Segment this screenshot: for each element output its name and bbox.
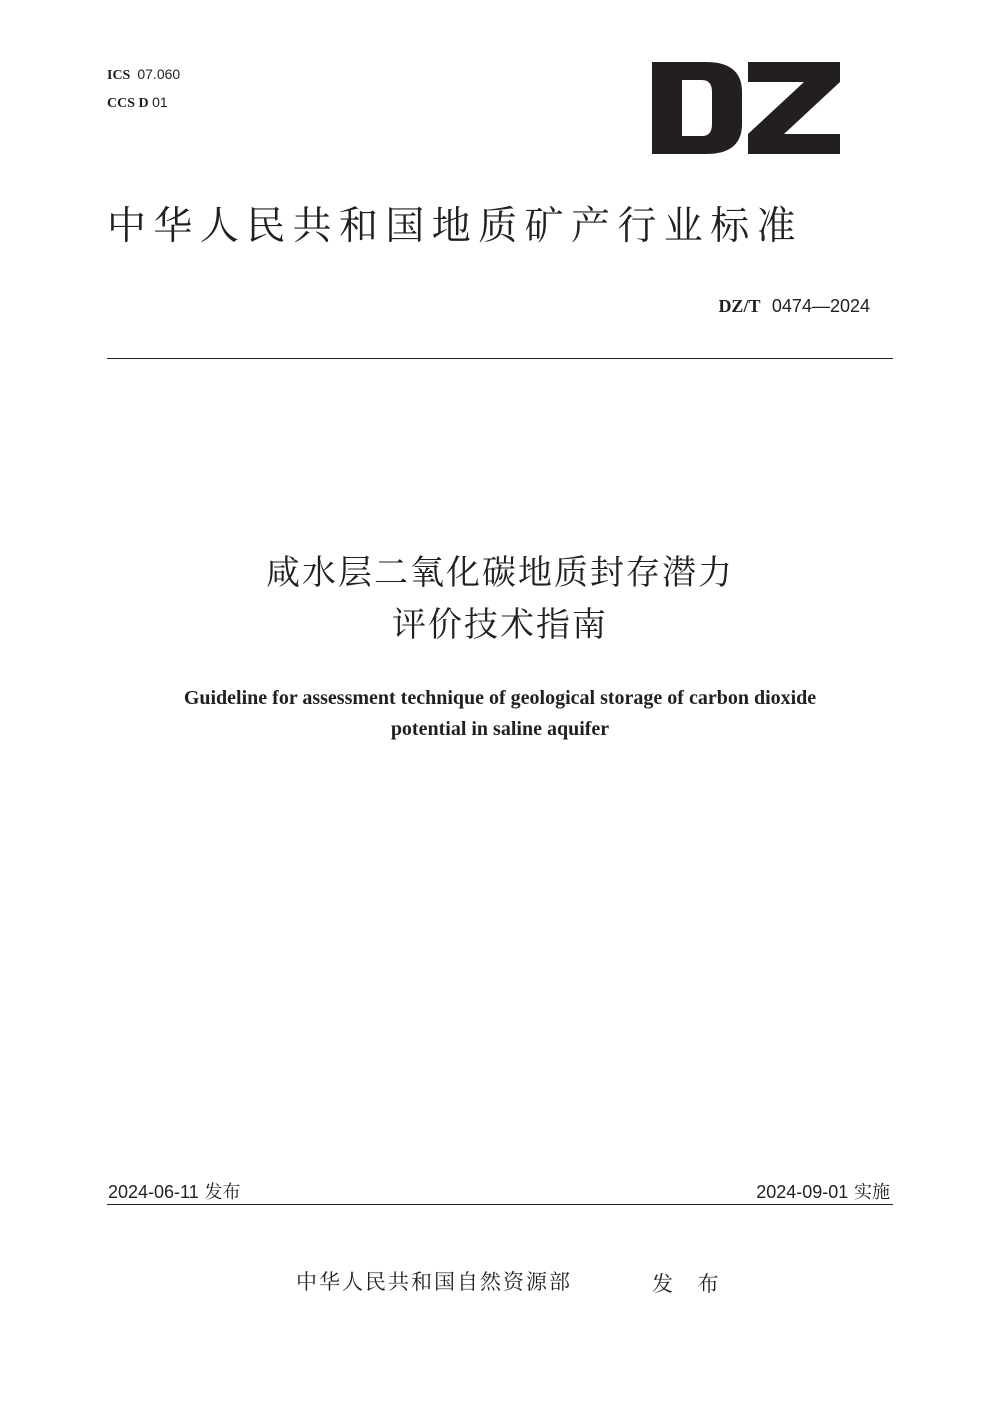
dz-logo: [652, 62, 840, 154]
title-en-line-2: potential in saline aquifer: [390, 718, 610, 740]
ics-value: 07.060: [137, 66, 181, 82]
publish-date-label: 发布: [204, 1182, 241, 1203]
ccs-value: 01: [152, 94, 168, 110]
implement-date-label: 实施: [854, 1182, 890, 1203]
ccs-code: [107, 89, 180, 117]
issue-action: 发 布: [652, 1272, 728, 1296]
title-cn-line-1: 咸水层二氧化碳地质封存潜力: [266, 553, 734, 593]
standard-number: [718, 296, 870, 317]
implement-date-value: 2024-09-01: [756, 1182, 849, 1202]
standard-number-prefix: DZ/T: [718, 296, 761, 316]
document-title-en: [0, 683, 1000, 745]
classification-codes: [107, 61, 180, 117]
title-cn-line-2: 评价技术指南: [392, 605, 608, 645]
publish-date-value: 2024-06-11: [108, 1182, 199, 1202]
document-title-cn: [0, 547, 1000, 651]
ics-label: ICS: [107, 68, 131, 83]
issuing-authority: 中华人民共和国自然资源部: [296, 1270, 572, 1294]
bottom-divider: [107, 1204, 893, 1205]
title-en-line-1: Guideline for assessment technique of geological storage of carbon dioxide: [183, 687, 817, 709]
implement-date: [756, 1178, 890, 1204]
publish-date: [108, 1178, 240, 1204]
standard-category-title: 中华人民共和国地质矿产行业标准: [107, 204, 804, 249]
standard-number-value: 0474—2024: [771, 296, 870, 316]
ccs-label: CCS D: [107, 96, 149, 111]
ics-code: [107, 61, 180, 89]
top-divider: [107, 358, 893, 359]
